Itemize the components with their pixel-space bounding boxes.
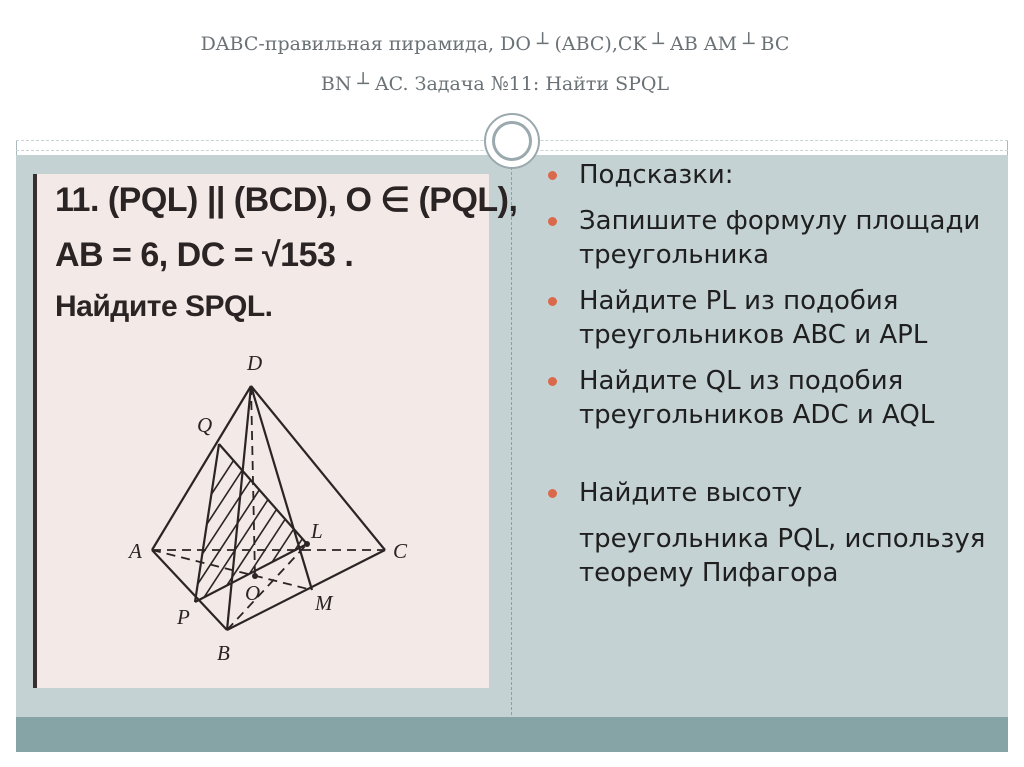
bullet-icon [548, 217, 557, 226]
task-condition-line-2: AB = 6, DC = √153 . [55, 236, 354, 274]
task-condition-line-1: 11. (PQL) || (BCD), O ∈ (PQL), [55, 181, 518, 219]
bullet-icon [548, 377, 557, 386]
bottom-band [16, 717, 1008, 752]
task-question-line: Найдите SPQL. [55, 290, 273, 323]
point-l [304, 541, 310, 547]
label-b: B [217, 641, 230, 665]
column-divider [511, 157, 512, 715]
label-p: P [177, 605, 190, 629]
bullet-icon [548, 489, 557, 498]
bullet-icon [548, 171, 557, 180]
circle-emblem-icon [484, 113, 540, 169]
label-m: M [315, 591, 333, 615]
pyramid-diagram [37, 174, 489, 688]
slide-title-line-1: DABC-правильная пирамида, DO ┴ (ABC),CK ┴ AB AM ┴ BC [200, 33, 790, 55]
label-d: D [247, 351, 263, 375]
slide-title-line-2: BN ┴ AC. Задача №11: Найти SPQL [320, 73, 670, 95]
label-l: L [311, 519, 323, 543]
point-o [252, 573, 258, 579]
pyramid-edges [152, 386, 385, 630]
bullet-icon [548, 297, 557, 306]
label-a: A [129, 539, 142, 563]
label-o: O [245, 581, 261, 605]
label-c: C [393, 539, 408, 563]
slide-title [60, 24, 930, 104]
textbook-image [33, 174, 518, 688]
label-q: Q [197, 413, 213, 437]
